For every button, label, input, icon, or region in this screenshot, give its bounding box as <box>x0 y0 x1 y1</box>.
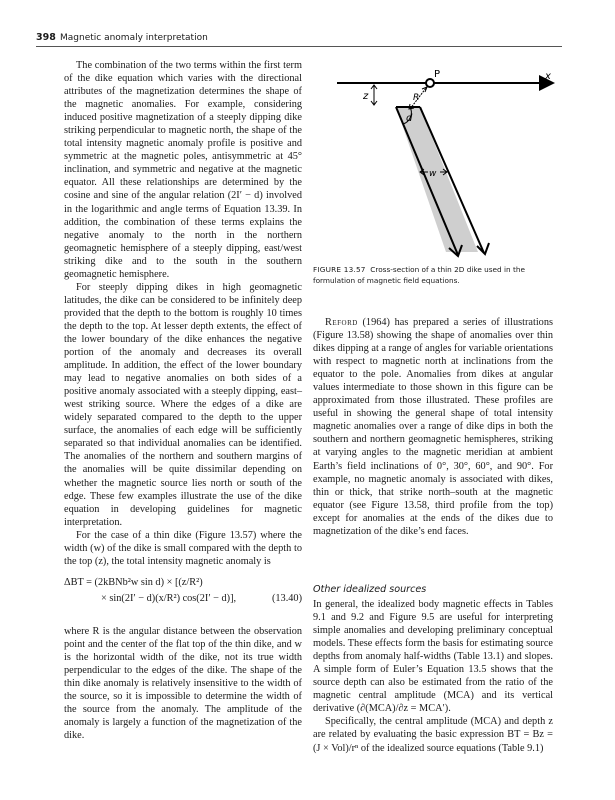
paragraph: Specifically, the central amplitude (MCA) and depth z are related by evaluating the basic expression BT = Bz = (J × Vol)/rⁿ of the idealized source equations (Table 9.1) <box>313 716 553 754</box>
section-subheading: Other idealized sources <box>313 584 427 595</box>
label-d: d <box>406 113 413 124</box>
label-z: z <box>363 91 369 102</box>
caption-text: Cross-section of a thin 2D dike used in the formulation of magnetic field equations. <box>313 265 525 285</box>
paragraph: In general, the idealized body magnetic effects in Tables 9.1 and 9.2 and Figure 9.5 are useful for interpreting simple anomalies and developing preliminary conceptual models. These effects form the basis for estimating source depths from anomaly half-widths (Table 13.1) and slopes. A simple form of Euler’s Equation 13.5 shows that the source depth can also be estimated from the ratio of the magnetic central amplitude (MCA) and its vertical derivative (∂(MCA)/∂z = MCA′). <box>313 599 553 715</box>
label-w: w <box>429 169 437 179</box>
author-reference: Reford <box>325 317 358 328</box>
paragraph: The combination of the two terms within the first term of the dike equation which varies with the directional attributes of the magnetization determines the shape of the magnetic anomalies. For example, considering induced positive magnetization of a steeply dipping dike striking perpendicular to magnetic north, the shape of the total intensity magnetic anomaly profile is positive and symmetric at the magnetic poles, antisymmetric at 45° inclination, and symmetric and negative at the magnetic equator. All these relationships are determined by the cosine and sine of the angular relation (2I′ − d) involved in the logarithmic and angle terms of Equation 13.39. In addition, the combination of these terms explains the negative anomaly to the north in the northern geomagnetic hemisphere of a steeply dipping, east/west striking dike and to the south in the southern geomagnetic hemisphere. <box>64 60 302 280</box>
paragraph-text: (1964) has prepared a series of illustrations (Figure 13.58) showing the shape of anomalies over thin dikes dipping at a range of angles for variable orientations with respect to magnetic north at inclinations from the equator to the pole. Anomalies from dikes at angular values intermediate to those shown in this figure can be approximated from those illustrated. These profiles are useful in showing the general shape of total intensity magnetic anomalies over a range of dike dips in both the southern and northern geomagnetic hemispheres, striking at varying angles to the magnetic meridian at ambient Earth’s field inclinations of 0°, 30°, 60°, and 90°. For example, no magnetic anomaly is associated with dikes, thin or thick, that strike north–south at the magnetic equator (see Figure 13.58, third profile from the top) except for anomalies at the ends of the dikes due to magnetization of the dike’s end faces. <box>313 317 553 537</box>
equation-line-2: × sin(2I′ − d)(x/R²) cos(2I′ − d)], <box>101 593 237 604</box>
label-R: R <box>413 93 420 103</box>
left-column <box>64 59 302 568</box>
paragraph: where R is the angular distance between the observation point and the center of the flat top of the thin dike, and w is the horizontal width of the dike, not its true width perpendicular to the edges of the dike. The shape of the thin dike anomaly is relatively insensitive to the width of the source, so it is impossible to determine the width of the source from the anomaly. The amplitude of the anomaly is largely a function of the magnetization of the dike. <box>64 626 302 742</box>
equation-line-1: ΔBT = (2kBNb²w sin d) × [(z/R²) <box>64 577 203 588</box>
paragraph: For the case of a thin dike (Figure 13.57) where the width (w) of the dike is small compared with the depth to the top (z), the total intensity magnetic anomaly is <box>64 529 302 567</box>
dike-body <box>396 107 478 252</box>
equation-13-40 <box>64 577 302 609</box>
label-x: x <box>545 71 551 82</box>
paragraph <box>313 316 553 538</box>
left-column-continued <box>64 625 302 742</box>
running-title: Magnetic anomaly interpretation <box>60 32 208 43</box>
paragraph: For steeply dipping dikes in high geomagnetic latitudes, the dike can be considered to be infinitely deep provided that the depth to the bottom is roughly 10 times the depth to the top. At lesser depth extents, the effect of the lower boundary of the dike enhances the negative portion of the anomaly and decreases its overall amplitude. In addition, the effect of the lower boundary may lead to negative anomalies on both sides of a positive anomaly associated with a steeply dipping, east–west striking source. Where the edges of a dike are widely separated compared to the depth to the upper surface, the anomalies of each edge will be sufficiently separated so that individual anomalies can be identified. The anomalies of the northern and southern margins of the anomalies will be quite dissimilar depending on whether the magnetic source lies north or south of the edge. These few examples illustrate the use of the dike equation in developing guidelines for magnetic interpretation. <box>64 281 302 528</box>
right-column-continued <box>313 598 553 755</box>
observation-point-P <box>426 79 434 87</box>
running-header <box>36 30 562 47</box>
page-number: 398 <box>36 32 56 43</box>
equation-number: (13.40) <box>271 593 302 604</box>
label-P: P <box>434 69 441 80</box>
right-column <box>313 316 553 538</box>
dike-cross-section-figure <box>320 60 570 260</box>
figure-label: FIGURE 13.57 <box>313 265 366 274</box>
figure-caption <box>313 264 533 286</box>
